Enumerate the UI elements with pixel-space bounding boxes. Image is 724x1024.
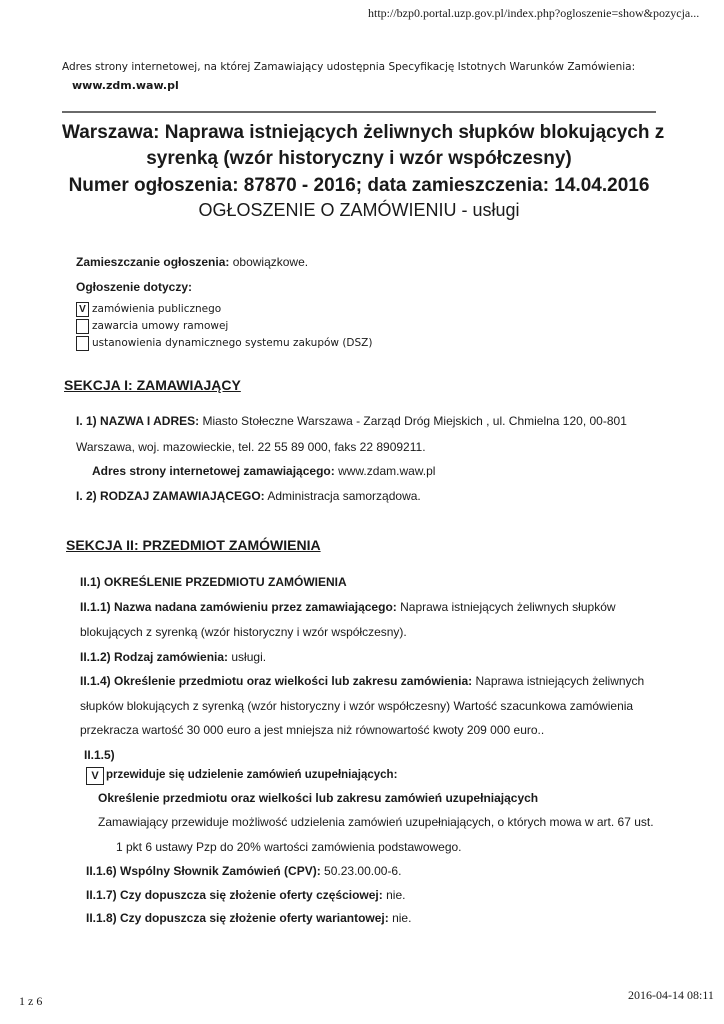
authority-type-label: I. 2) RODZAJ ZAMAWIAJĄCEGO: [76,489,265,503]
contracting-website-value: www.zdam.waw.pl [338,464,436,478]
posting-row [76,255,308,269]
notice-title-line-2: syrenką (wzór historyczny i wzór współczesny) [146,148,572,169]
checkbox-dynamic-system [76,336,89,351]
contract-type-value: usługi. [231,650,267,664]
name-address-label: I. 1) NAZWA I ADRES: [76,414,200,428]
contracting-website-label: Adres strony internetowej zamawiającego: [92,464,335,478]
printed-url: http://bzp0.portal.uzp.gov.pl/index.php?ogloszenie=show&pozycja... [368,6,700,20]
variant-offer-value: nie. [392,911,412,925]
scope-value: Naprawa istniejących żeliwnych [475,674,645,688]
posting-value: obowiązkowe. [232,255,309,269]
cpv-value: 50.23.00.00-6. [324,864,402,878]
notice-type-line: OGŁOSZENIE O ZAMÓWIENIU - usługi [198,200,520,220]
section-2-heading: SEKCJA II: PRZEDMIOT ZAMÓWIENIA [66,537,321,553]
supplementary-scope-heading: Określenie przedmiotu oraz wielkości lub zakresu zamówień uzupełniających [98,791,539,805]
scope-continuation-2: przekracza wartość 30 000 euro a jest mniejsza niż równowartość kwoty 209 000 euro.. [80,723,545,737]
contract-type-label: II.1.2) Rodzaj zamówienia: [80,650,229,664]
checkbox-supplementary-orders: V [86,767,104,785]
notice-title-line-1: Warszawa: Naprawa istniejących żeliwnych słupków blokujących z [62,122,665,143]
scope-label: II.1.4) Określenie przedmiotu oraz wielkości lub zakresu zamówienia: [80,674,473,688]
posting-label: Zamieszczanie ogłoszenia: [76,255,230,269]
supplementary-scope-text-1: Zamawiający przewiduje możliwość udzielenia zamówień uzupełniających, o których mowa w art. 67 ust. [98,815,654,829]
cpv-row [86,864,401,878]
cpv-label: II.1.6) Wspólny Słownik Zamówień (CPV): [86,864,321,878]
scope-continuation-1: słupków blokujących z syrenką (wzór historyczny i wzór współczesny) Wartość szacunkowa zamówienia [80,699,634,713]
concerns-label: Ogłoszenie dotyczy: [76,280,193,294]
contract-type-row [80,650,266,664]
partial-offer-value: nie. [386,888,406,902]
notice-number-line: Numer ogłoszenia: 87870 - 2016; data zamieszczenia: 14.04.2016 [68,175,650,196]
supplementary-scope-text-2: 1 pkt 6 ustawy Pzp do 20% wartości zamówienia podstawowego. [116,840,462,854]
supplementary-orders-number: II.1.5) [84,748,115,762]
checkbox-public-contract: V [76,302,89,317]
print-datetime: 2016-04-14 08:11 [628,988,714,1002]
option-dynamic-system: ustanowienia dynamicznego systemu zakupów (DSZ) [92,337,373,349]
variant-offer-row [86,911,411,925]
partial-offer-row [86,888,405,902]
siwz-site-note: Adres strony internetowej, na której Zamawiający udostępnia Specyfikację Istotnych Warunków Zamówienia: [62,61,636,73]
name-address-row [76,414,627,428]
contracting-website-row [92,464,435,478]
name-address-value: Miasto Stołeczne Warszawa - Zarząd Dróg Miejskich , ul. Chmielna 120, 00-801 [202,414,627,428]
name-address-continuation: Warszawa, woj. mazowieckie, tel. 22 55 89 000, faks 22 8909211. [76,440,426,454]
variant-offer-label: II.1.8) Czy dopuszcza się złożenie oferty wariantowej: [86,911,389,925]
supplementary-orders-check-text: przewiduje się udzielenie zamówień uzupełniających: [106,769,398,781]
contract-name-value: Naprawa istniejących żeliwnych słupków [400,600,616,614]
authority-type-value: Administracja samorządowa. [267,489,421,503]
option-framework-agreement: zawarcia umowy ramowej [92,320,229,332]
subject-heading: II.1) OKREŚLENIE PRZEDMIOTU ZAMÓWIENIA [80,575,347,589]
option-public-contract: zamówienia publicznego [92,303,222,315]
contract-name-continuation: blokujących z syrenką (wzór historyczny i wzór współczesny). [80,625,407,639]
scope-row [80,674,644,688]
partial-offer-label: II.1.7) Czy dopuszcza się złożenie oferty częściowej: [86,888,383,902]
checkbox-framework-agreement [76,319,89,334]
header-divider [62,111,656,113]
siwz-site-url: www.zdm.waw.pl [72,79,179,92]
page-number: 1 z 6 [19,994,43,1008]
authority-type-row [76,489,421,503]
contract-name-label: II.1.1) Nazwa nadana zamówieniu przez zamawiającego: [80,600,397,614]
contract-name-row [80,600,616,614]
section-1-heading: SEKCJA I: ZAMAWIAJĄCY [64,377,241,393]
